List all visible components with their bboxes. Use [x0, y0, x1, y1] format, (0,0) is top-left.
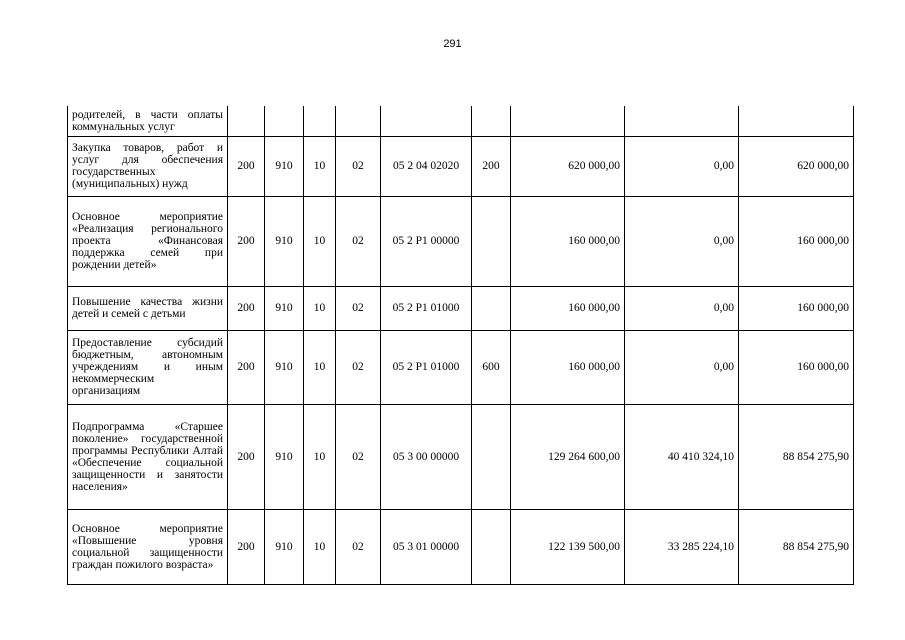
cell-subsection: 02: [336, 404, 381, 509]
cell-subsection: 02: [336, 136, 381, 196]
cell-expense-type: 600: [472, 330, 511, 404]
cell-section: 10: [304, 404, 336, 509]
cell-amount-planned: 160 000,00: [511, 330, 625, 404]
cell-amount-remaining: [739, 106, 854, 136]
cell-admin-code: 910: [265, 330, 304, 404]
cell-amount-executed: [625, 106, 739, 136]
cell-ministry-code: 200: [228, 286, 265, 330]
cell-target-article: 05 2 04 02020: [381, 136, 472, 196]
cell-section: [304, 106, 336, 136]
cell-amount-executed: 0,00: [625, 330, 739, 404]
cell-target-article: 05 3 00 00000: [381, 404, 472, 509]
cell-amount-executed: 0,00: [625, 286, 739, 330]
cell-amount-executed: 0,00: [625, 196, 739, 286]
cell-amount-remaining: 160 000,00: [739, 196, 854, 286]
cell-description: Предоставление субсидий бюджетным, автономным учреждениям и иным некоммерческим организациям: [68, 330, 228, 404]
cell-admin-code: [265, 106, 304, 136]
page-number: 291: [443, 38, 462, 50]
cell-amount-executed: 40 410 324,10: [625, 404, 739, 509]
table-row: [68, 106, 854, 136]
cell-description: Основное мероприятие «Реализация регионального проекта «Финансовая поддержка семей при рождении детей»: [68, 196, 228, 286]
cell-ministry-code: 200: [228, 404, 265, 509]
cell-admin-code: 910: [265, 509, 304, 584]
cell-admin-code: 910: [265, 404, 304, 509]
cell-section: 10: [304, 136, 336, 196]
cell-expense-type: 200: [472, 136, 511, 196]
table-row: [68, 196, 854, 286]
cell-ministry-code: [228, 106, 265, 136]
cell-expense-type: [472, 106, 511, 136]
cell-expense-type: [472, 509, 511, 584]
cell-amount-executed: 0,00: [625, 136, 739, 196]
cell-ministry-code: 200: [228, 330, 265, 404]
budget-table: [67, 106, 854, 585]
cell-target-article: 05 2 P1 01000: [381, 330, 472, 404]
cell-admin-code: 910: [265, 136, 304, 196]
table-row: [68, 136, 854, 196]
cell-subsection: [336, 106, 381, 136]
cell-expense-type: [472, 286, 511, 330]
cell-amount-planned: 129 264 600,00: [511, 404, 625, 509]
cell-description: Закупка товаров, работ и услуг для обеспечения государственных (муниципальных) нужд: [68, 136, 228, 196]
cell-amount-remaining: 160 000,00: [739, 330, 854, 404]
cell-amount-planned: 620 000,00: [511, 136, 625, 196]
cell-subsection: 02: [336, 196, 381, 286]
table-row: [68, 404, 854, 509]
cell-amount-executed: 33 285 224,10: [625, 509, 739, 584]
cell-amount-planned: 160 000,00: [511, 286, 625, 330]
cell-subsection: 02: [336, 330, 381, 404]
cell-expense-type: [472, 196, 511, 286]
table-row: [68, 330, 854, 404]
table-row: [68, 509, 854, 584]
cell-section: 10: [304, 286, 336, 330]
cell-amount-remaining: 620 000,00: [739, 136, 854, 196]
cell-description: Повышение качества жизни детей и семей с детьми: [68, 286, 228, 330]
cell-ministry-code: 200: [228, 196, 265, 286]
cell-ministry-code: 200: [228, 509, 265, 584]
cell-expense-type: [472, 404, 511, 509]
cell-target-article: 05 2 P1 01000: [381, 286, 472, 330]
cell-description: Основное мероприятие «Повышение уровня социальной защищенности граждан пожилого возраста»: [68, 509, 228, 584]
cell-target-article: 05 3 01 00000: [381, 509, 472, 584]
cell-target-article: 05 2 P1 00000: [381, 196, 472, 286]
cell-section: 10: [304, 196, 336, 286]
cell-description: Подпрограмма «Старшее поколение» государственной программы Республики Алтай «Обеспечение социальной защищенности и занятости населения»: [68, 404, 228, 509]
cell-target-article: [381, 106, 472, 136]
cell-description: родителей, в части оплаты коммунальных услуг: [68, 106, 228, 136]
cell-subsection: 02: [336, 286, 381, 330]
cell-section: 10: [304, 509, 336, 584]
cell-subsection: 02: [336, 509, 381, 584]
cell-amount-remaining: 160 000,00: [739, 286, 854, 330]
cell-amount-planned: 122 139 500,00: [511, 509, 625, 584]
cell-admin-code: 910: [265, 286, 304, 330]
cell-amount-planned: [511, 106, 625, 136]
table-row: [68, 286, 854, 330]
cell-amount-planned: 160 000,00: [511, 196, 625, 286]
cell-admin-code: 910: [265, 196, 304, 286]
cell-section: 10: [304, 330, 336, 404]
cell-ministry-code: 200: [228, 136, 265, 196]
cell-amount-remaining: 88 854 275,90: [739, 509, 854, 584]
cell-amount-remaining: 88 854 275,90: [739, 404, 854, 509]
